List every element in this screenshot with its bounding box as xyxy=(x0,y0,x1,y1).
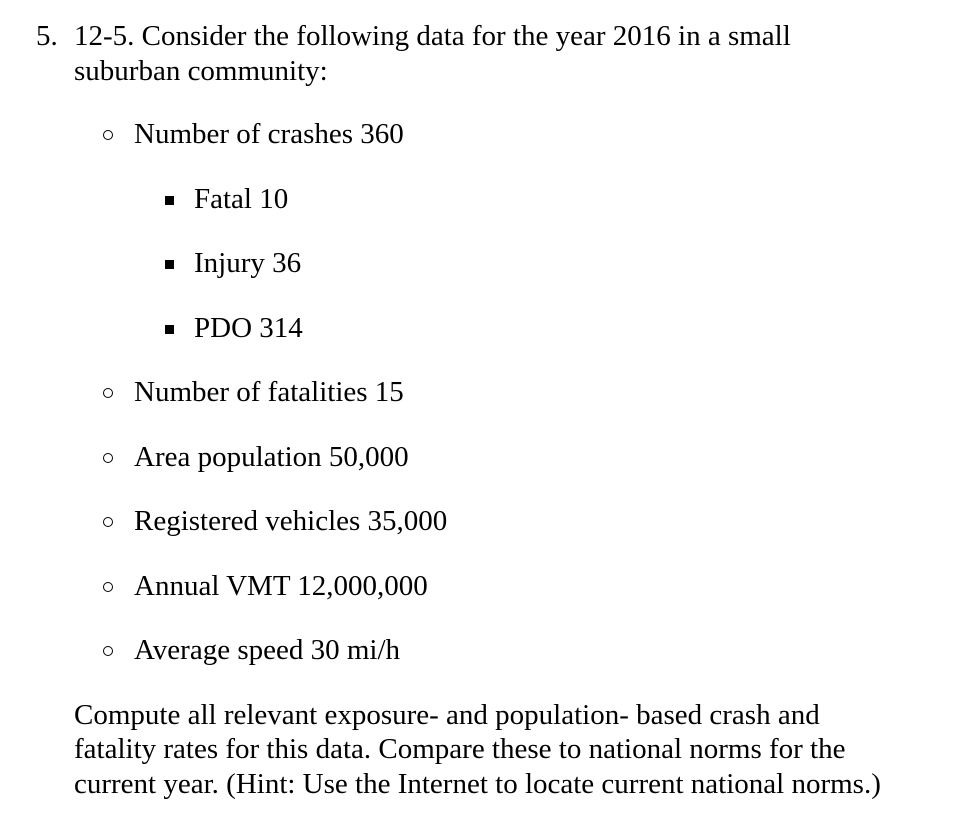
hollow-circle-bullet-icon xyxy=(103,130,113,140)
hollow-circle-bullet-icon xyxy=(103,388,113,398)
square-bullet-icon xyxy=(165,325,174,334)
instruction-line2: fatality rates for this data. Compare these to national norms for the xyxy=(74,733,846,765)
hollow-circle-bullet-icon xyxy=(103,582,113,592)
square-bullet-icon xyxy=(165,260,174,269)
question-stem-line2: suburban community: xyxy=(74,55,328,87)
data-item-population: Area population 50,000 xyxy=(134,441,409,473)
instruction-line3: current year. (Hint: Use the Internet to locate current national norms.) xyxy=(74,768,881,800)
data-subitem-fatal: Fatal 10 xyxy=(194,183,289,215)
square-bullet-icon xyxy=(165,196,174,205)
instruction-line1: Compute all relevant exposure- and population- based crash and xyxy=(74,699,820,731)
data-item-fatalities: Number of fatalities 15 xyxy=(134,376,404,408)
hollow-circle-bullet-icon xyxy=(103,517,113,527)
data-item-average-speed: Average speed 30 mi/h xyxy=(134,634,401,666)
data-item-crashes: Number of crashes 360 xyxy=(134,118,404,150)
hollow-circle-bullet-icon xyxy=(103,453,113,463)
data-subitem-pdo: PDO 314 xyxy=(194,312,303,344)
hollow-circle-bullet-icon xyxy=(103,646,113,656)
question-number: 5. xyxy=(36,20,58,52)
data-item-annual-vmt: Annual VMT 12,000,000 xyxy=(134,570,428,602)
data-item-registered-vehicles: Registered vehicles 35,000 xyxy=(134,505,448,537)
question-stem-line1: 12-5. Consider the following data for the year 2016 in a small xyxy=(74,20,791,52)
data-subitem-injury: Injury 36 xyxy=(194,247,302,279)
